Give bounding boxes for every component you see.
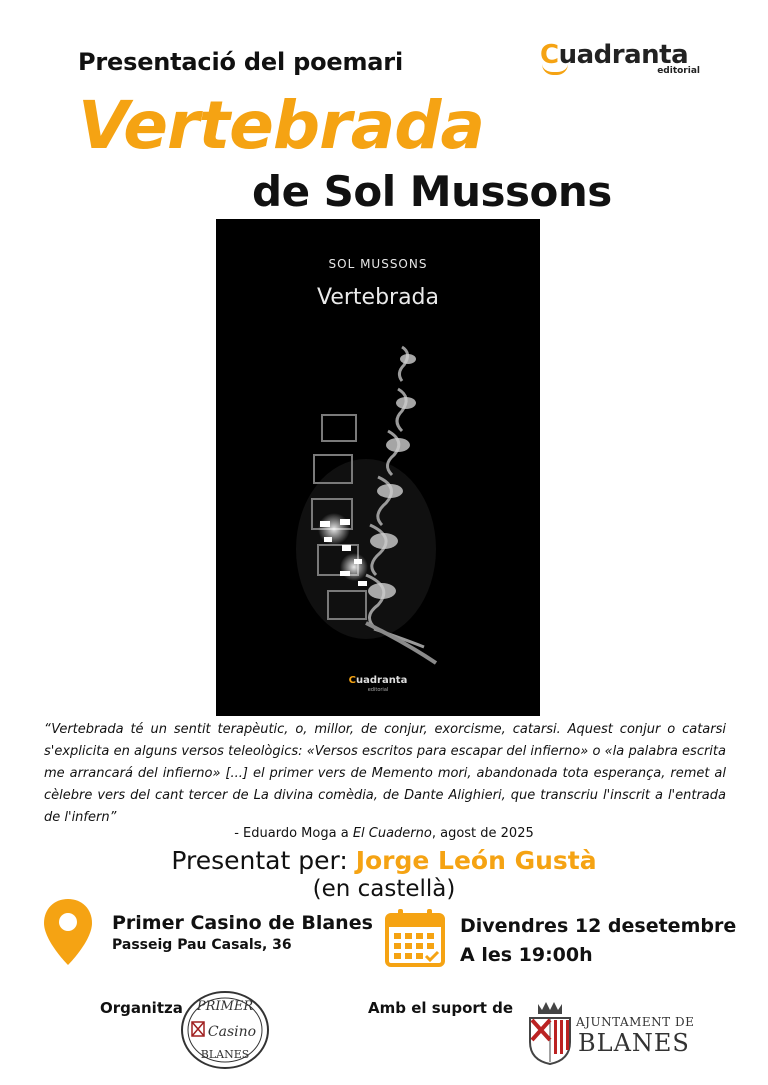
publisher-logo-arc <box>542 64 568 75</box>
pre-title: Presentació del poemari <box>78 48 403 76</box>
quote-attribution: - Eduardo Moga a El Cuaderno, agost de 2025 <box>234 826 534 841</box>
support-label: Amb el suport de <box>368 999 514 1017</box>
event-date: Divendres 12 desetembre <box>460 915 737 937</box>
casino-seal-logo <box>180 990 270 1070</box>
presenter-name: Jorge León Gustà <box>355 846 597 875</box>
svg-text:Casino: Casino <box>207 1024 257 1040</box>
cover-publisher-logo: Cuadranta <box>348 675 408 686</box>
spine-xray-image <box>216 219 540 716</box>
council-name-line2: BLANES <box>578 1029 690 1057</box>
book-cover <box>216 219 540 716</box>
venue-name: Primer Casino de Blanes <box>112 912 373 934</box>
quote-source: El Cuaderno <box>352 826 432 841</box>
venue-address: Passeig Pau Casals, 36 <box>112 937 292 953</box>
presenter-line <box>0 845 768 877</box>
council-name-line1: AJUNTAMENT DE <box>576 1015 695 1029</box>
svg-text:PRIMER: PRIMER <box>196 999 254 1014</box>
calendar-icon <box>384 907 446 967</box>
svg-text:BLANES: BLANES <box>200 1048 250 1061</box>
cover-publisher-sub: editorial <box>367 687 389 693</box>
cover-title: Vertebrada <box>316 285 440 310</box>
organizer-label: Organitza <box>100 999 183 1017</box>
publisher-logo-wordmark: Cuadranta <box>540 40 689 70</box>
presenter-label: Presentat per: <box>171 846 356 875</box>
blanes-coat-of-arms-icon <box>526 998 574 1066</box>
review-quote: “Vertebrada té un sentit terapèutic, o, millor, de conjur, exorcisme, catarsi. Aquest conjur o catarsi s'explicita en alguns versos teleològics: «Versos escritos para escapar del infierno» o «la palabra escrita me arrancará del infierno» [...] el primer vers de Memento mori, abandonada tota esperança, remet al cèlebre vers del cant tercer de La divina comèdia, de Dante Alighieri, que transcriu l'inscrit a l'entrada de l'infern” <box>44 722 726 825</box>
event-time: A les 19:00h <box>460 944 593 966</box>
book-title: Vertebrada <box>78 87 485 164</box>
publisher-logo-sub: editorial <box>657 66 700 76</box>
publisher-logo <box>540 40 710 80</box>
presentation-language: (en castellà) <box>312 876 456 902</box>
cover-author: SOL MUSSONS <box>328 257 428 271</box>
location-pin-icon <box>42 897 94 967</box>
author-line: de Sol Mussons <box>252 167 612 216</box>
